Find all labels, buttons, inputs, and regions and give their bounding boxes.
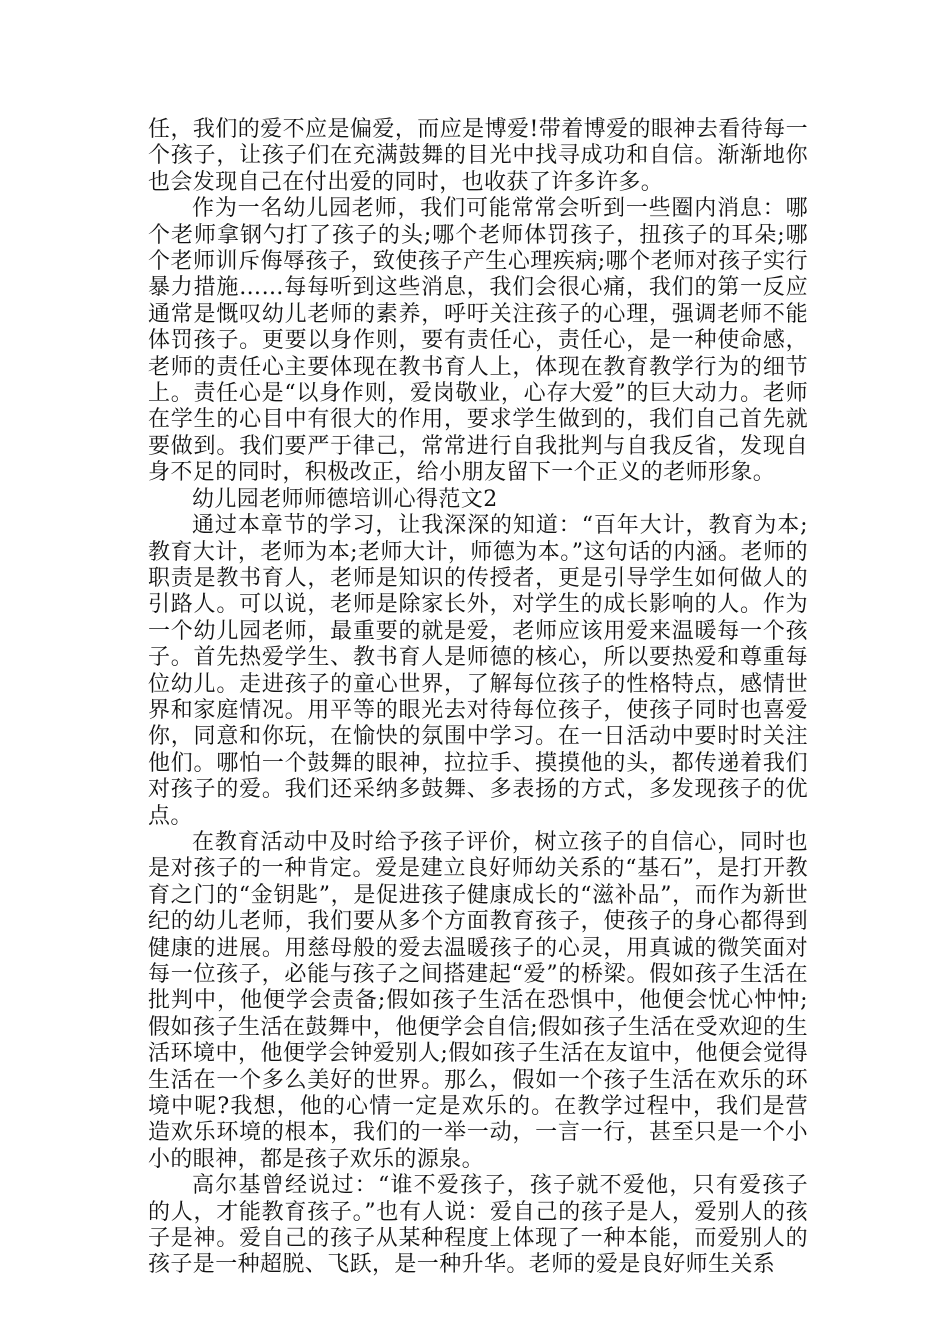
document-page [148,117,808,1279]
paragraph-teacher-ethics: 通过本章节的学习，让我深深的知道：“百年大计，教育为本;教育大计，老师为本;老师大计，师德为本。”这句话的内涵。老师的职责是教书育人，老师是知识的传授者，更是引导学生如何做人的引路人。可以说，老师是除家长外，对学生的成长影响的人。作为一个幼儿园老师，最重要的就是爱，老师应该用爱来温暖每一个孩子。首先热爱学生、教书育人是师德的核心，所以要热爱和尊重每位幼儿。走进孩子的童心世界，了解每位孩子的性格特点，感情世界和家庭情况。用平等的眼光去对待每位孩子，使孩子同时也喜爱你，同意和你玩，在愉快的氛围中学习。在一日活动中要时时关注他们。哪怕一个鼓舞的眼神，拉拉手、摸摸他的头，都传递着我们对孩子的爱。我们还采纳多鼓舞、多表扬的方式，多发现孩子的优点。 [148,513,808,829]
paragraph-responsibility: 作为一名幼儿园老师，我们可能常常会听到一些圈内消息：哪个老师拿钢勺打了孩子的头;哪个老师体罚孩子，扭孩子的耳朵;哪个老师训斥侮辱孩子，致使孩子产生心理疾病;哪个老师对孩子实行暴力措施……每每听到这些消息，我们会很心痛，我们的第一反应通常是慨叹幼儿老师的素养，呼吁关注孩子的心理，强调老师不能体罚孩子。更要以身作则，要有责任心，责任心，是一种使命感，老师的责任心主要体现在教书育人上，体现在教育教学行为的细节上。责任心是“以身作则，爱岗敬业，心存大爱”的巨大动力。老师在学生的心目中有很大的作用，要求学生做到的，我们自己首先就要做到。我们要严于律己，常常进行自我批判与自我反省，发现自身不足的同时，积极改正，给小朋友留下一个正义的老师形象。 [148,196,808,486]
paragraph-continuation: 任，我们的爱不应是偏爱，而应是博爱!带着博爱的眼神去看待每一个孩子，让孩子们在充满鼓舞的目光中找寻成功和自信。渐渐地你也会发现自己在付出爱的同时，也收获了许多许多。 [148,117,808,195]
section-heading: 幼儿园老师师德培训心得范文2 [192,486,498,512]
paragraph-gorky-quote: 高尔基曾经说过：“谁不爱孩子，孩子就不爱他，只有爱孩子的人，才能教育孩子。”也有人说：爱自己的孩子是人，爱别人的孩子是神。爱自己的孩子从某种程度上体现了一种本能，而爱别人的孩子是一种超脱、飞跃，是一种升华。老师的爱是良好师生关系 [148,1173,808,1278]
paragraph-evaluation: 在教育活动中及时给予孩子评价，树立孩子的自信心，同时也是对孩子的一种肯定。爱是建立良好师幼关系的“基石”，是打开教育之门的“金钥匙”，是促进孩子健康成长的“滋补品”，而作为新世纪的幼儿老师，我们要从多个方面教育孩子，使孩子的身心都得到健康的进展。用慈母般的爱去温暖孩子的心灵，用真诚的微笑面对每一位孩子，必能与孩子之间搭建起“爱”的桥梁。假如孩子生活在批判中，他便学会责备;假如孩子生活在恐惧中，他便会忧心忡忡;假如孩子生活在鼓舞中，他便学会自信;假如孩子生活在受欢迎的生活环境中，他便学会钟爱别人;假如孩子生活在友谊中，他便会觉得生活在一个多么美好的世界。那么，假如一个孩子生活在欢乐的环境中呢?我想，他的心情一定是欢乐的。在教学过程中，我们是营造欢乐环境的根本，我们的一举一动，一言一行，甚至只是一个小小的眼神，都是孩子欢乐的源泉。 [148,829,808,1172]
